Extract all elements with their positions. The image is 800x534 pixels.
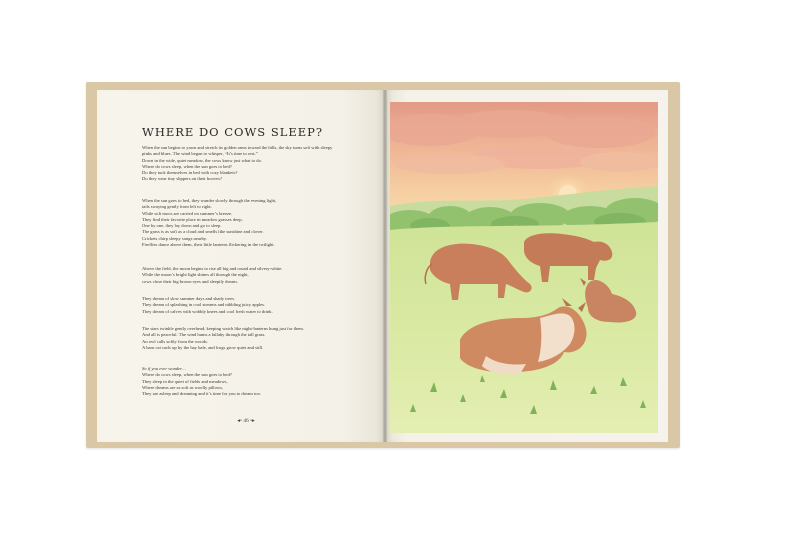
text-line: They dream of slow summer days and shady trees. <box>142 296 235 301</box>
text-line: While the moon’s bright light shines all through the night, <box>142 272 249 278</box>
text-line: The stars twinkle gently overhead, keeping watch like night-lanterns hung just for them. <box>142 326 305 331</box>
text-line: Do they wear tiny slippers on their hooves? <box>142 176 222 182</box>
text-line: They find their favorite place in meadow grasses deep, <box>142 216 243 222</box>
stanza <box>142 266 374 285</box>
text-line: The grass is as soft as a cloud and smells like sunshine and clover. <box>142 229 264 235</box>
text-line: They are asleep and dreaming and it’s time for you to dream too. <box>142 391 262 397</box>
text-line: Where do cows sleep, when the sun goes to bed? <box>142 372 232 378</box>
text-line: pinks and blues. The wind began to whisper, “It’s time to rest.” <box>142 151 258 157</box>
text-line: Where dreams are as soft as woolly pillows, <box>142 384 224 390</box>
text-line: When the sun begins to yawn and stretch its golden arms toward the hills, the sky turns soft with sleepy <box>142 145 333 150</box>
text-line: One by one, they lay down and go to sleep. <box>142 223 222 229</box>
stanza <box>142 145 374 183</box>
text-line: While soft moos are carried on summer’s breeze. <box>142 210 233 216</box>
text-line: So if you ever wonder… <box>142 366 187 371</box>
text-line: They dream of calves with wobbly knees and cool fresh water to drink. <box>142 308 273 314</box>
text-line: They sleep in the quiet of fields and meadows, <box>142 378 228 384</box>
text-line: When the sun goes to bed, they wander slowly through the evening light, <box>142 198 277 203</box>
page-number: ◂• 46 •▸ <box>237 418 255 424</box>
text-line: Do they tuck themselves in bed with cozy blankets? <box>142 170 238 176</box>
text-line: Crickets chirp sleepy songs nearby. <box>142 235 207 241</box>
stanza <box>142 198 374 248</box>
stanza <box>142 296 374 315</box>
text-line: tails swaying gently from left to right. <box>142 204 212 210</box>
text-line: Above the field, the moon begins to rise all big and round and silvery-white. <box>142 266 283 271</box>
stanza <box>142 326 374 351</box>
page-title: WHERE DO COWS SLEEP? <box>142 125 324 139</box>
text-line: And all is peaceful. The wind hums a lullaby through the tall grass. <box>142 332 266 338</box>
text-line: An owl calls softly from the woods. <box>142 338 208 344</box>
book-gutter <box>383 90 387 442</box>
stanza <box>142 366 374 397</box>
text-line: They dream of splashing in cool streams and nibbling juicy apples. <box>142 302 266 308</box>
meadow-cows-illustration <box>390 102 658 433</box>
text-line: cows close their big brown eyes and sleepily dream. <box>142 278 238 284</box>
text-line: A barn cat curls up by the hay bale, and frogs grow quiet and still. <box>142 344 264 350</box>
text-line: Fireflies dance above them, their little lanterns flickering in the twilight. <box>142 242 275 248</box>
text-line: Down in the wide, quiet meadow, the cows know just what to do. <box>142 157 263 163</box>
text-line: Where do cows sleep, when the sun goes to bed? <box>142 163 232 169</box>
